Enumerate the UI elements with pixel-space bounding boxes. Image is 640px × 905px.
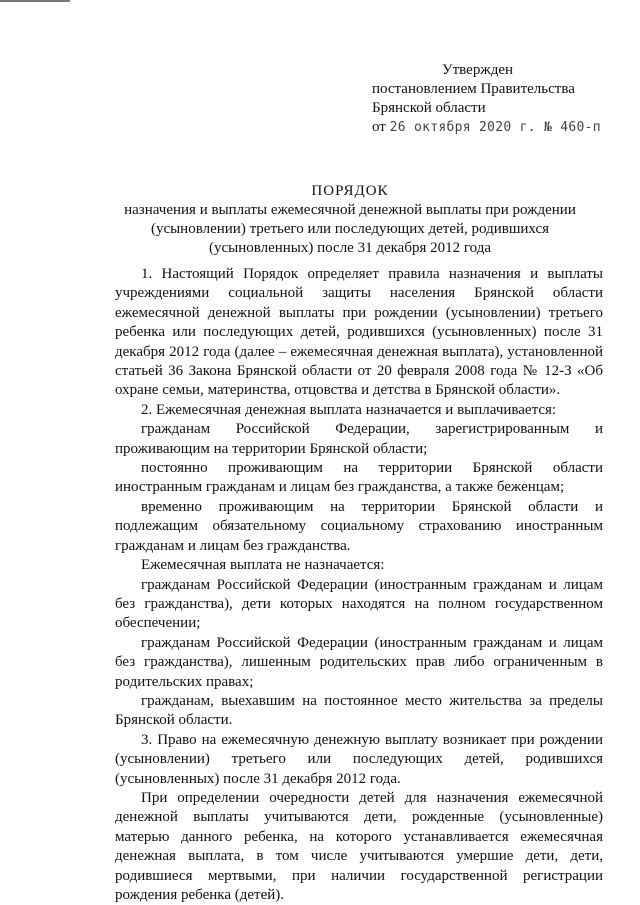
approval-region: Брянской области [372,100,486,116]
document-subtitle-line-2: (усыновлении) третьего или последующих детей, родившихся [150,221,550,237]
paragraph-8: гражданам Российской Федерации (иностранным гражданам и лицам без гражданства), лишенным родительских прав либо ограниченным в родительских правах; [115,634,603,690]
approval-date-line [372,118,634,137]
document-title: ПОРЯДОК [311,183,389,199]
scan-edge-mark [0,0,70,2]
document-subtitle-line-3: (усыновленных) после 31 декабря 2012 года [208,240,492,256]
paragraph-7: гражданам Российской Федерации (иностранным гражданам и лицам без гражданства), дети которых находятся на полном государственном обеспечении; [115,576,603,632]
paragraph-1: 1. Настоящий Порядок определяет правила назначения и выплаты учреждениями социальной защиты населения Брянской области ежемесячной денежной выплаты при рождении (усыновлении) третьего ребенка или последующих детей, родившихся (усыновленных) после 31 декабря 2012 года (далее – ежемесячная денежная выплата), установленной статьей 36 Закона Брянской области от 20 февраля 2008 года № 12-З «Об охране семьи, материнства, отцовства и детства в Брянской области». [115,266,603,399]
paragraph-5: временно проживающим на территории Брянской области и подлежащим обязательному социальному страхованию иностранным гражданам и лицам без гражданства. [115,498,603,554]
document-subtitle-line-1: назначения и выплаты ежемесячной денежной выплаты при рождении [124,202,576,218]
paragraph-4: постоянно проживающим на территории Брянской области иностранным гражданам и лицам без гражданства, а также беженцам; [115,460,603,496]
paragraph-6: Ежемесячная выплата не назначается: [141,557,385,574]
document-body [115,265,603,905]
paragraph-10: 3. Право на ежемесячную денежную выплату возникает при рождении (усыновлении) третьего или последующих детей, родившихся (усыновленных) после 31 декабря 2012 года. [115,731,603,787]
paragraph-9: гражданам, выехавшим на постоянное место жительства за пределы Брянской области. [115,692,603,729]
approval-date-stamp: 26 октября 2020 г. № 460-п [389,120,601,135]
document-title-block [96,182,604,258]
paragraph-11: При определении очередности детей для назначения ежемесячной денежной выплаты учитываются дети, рожденные (усыновленные) матерью данного ребенка, на которого устанавливается ежемесячная денежная выплата, в том числе учитываются умершие дети, дети, родившиеся мертвыми, при наличии государственной регистрации рождения ребенка (детей). [115,789,603,903]
approval-heading: Утвержден [442,62,514,78]
approval-date-prefix: от [372,119,386,135]
paragraph-3: гражданам Российской Федерации, зарегистрированным и проживающим на территории Брянской области; [115,421,603,457]
paragraph-2: 2. Ежемесячная денежная выплата назначается и выплачивается: [141,401,557,418]
approval-authority: постановлением Правительства [372,81,575,97]
approval-stamp-block [372,61,634,137]
